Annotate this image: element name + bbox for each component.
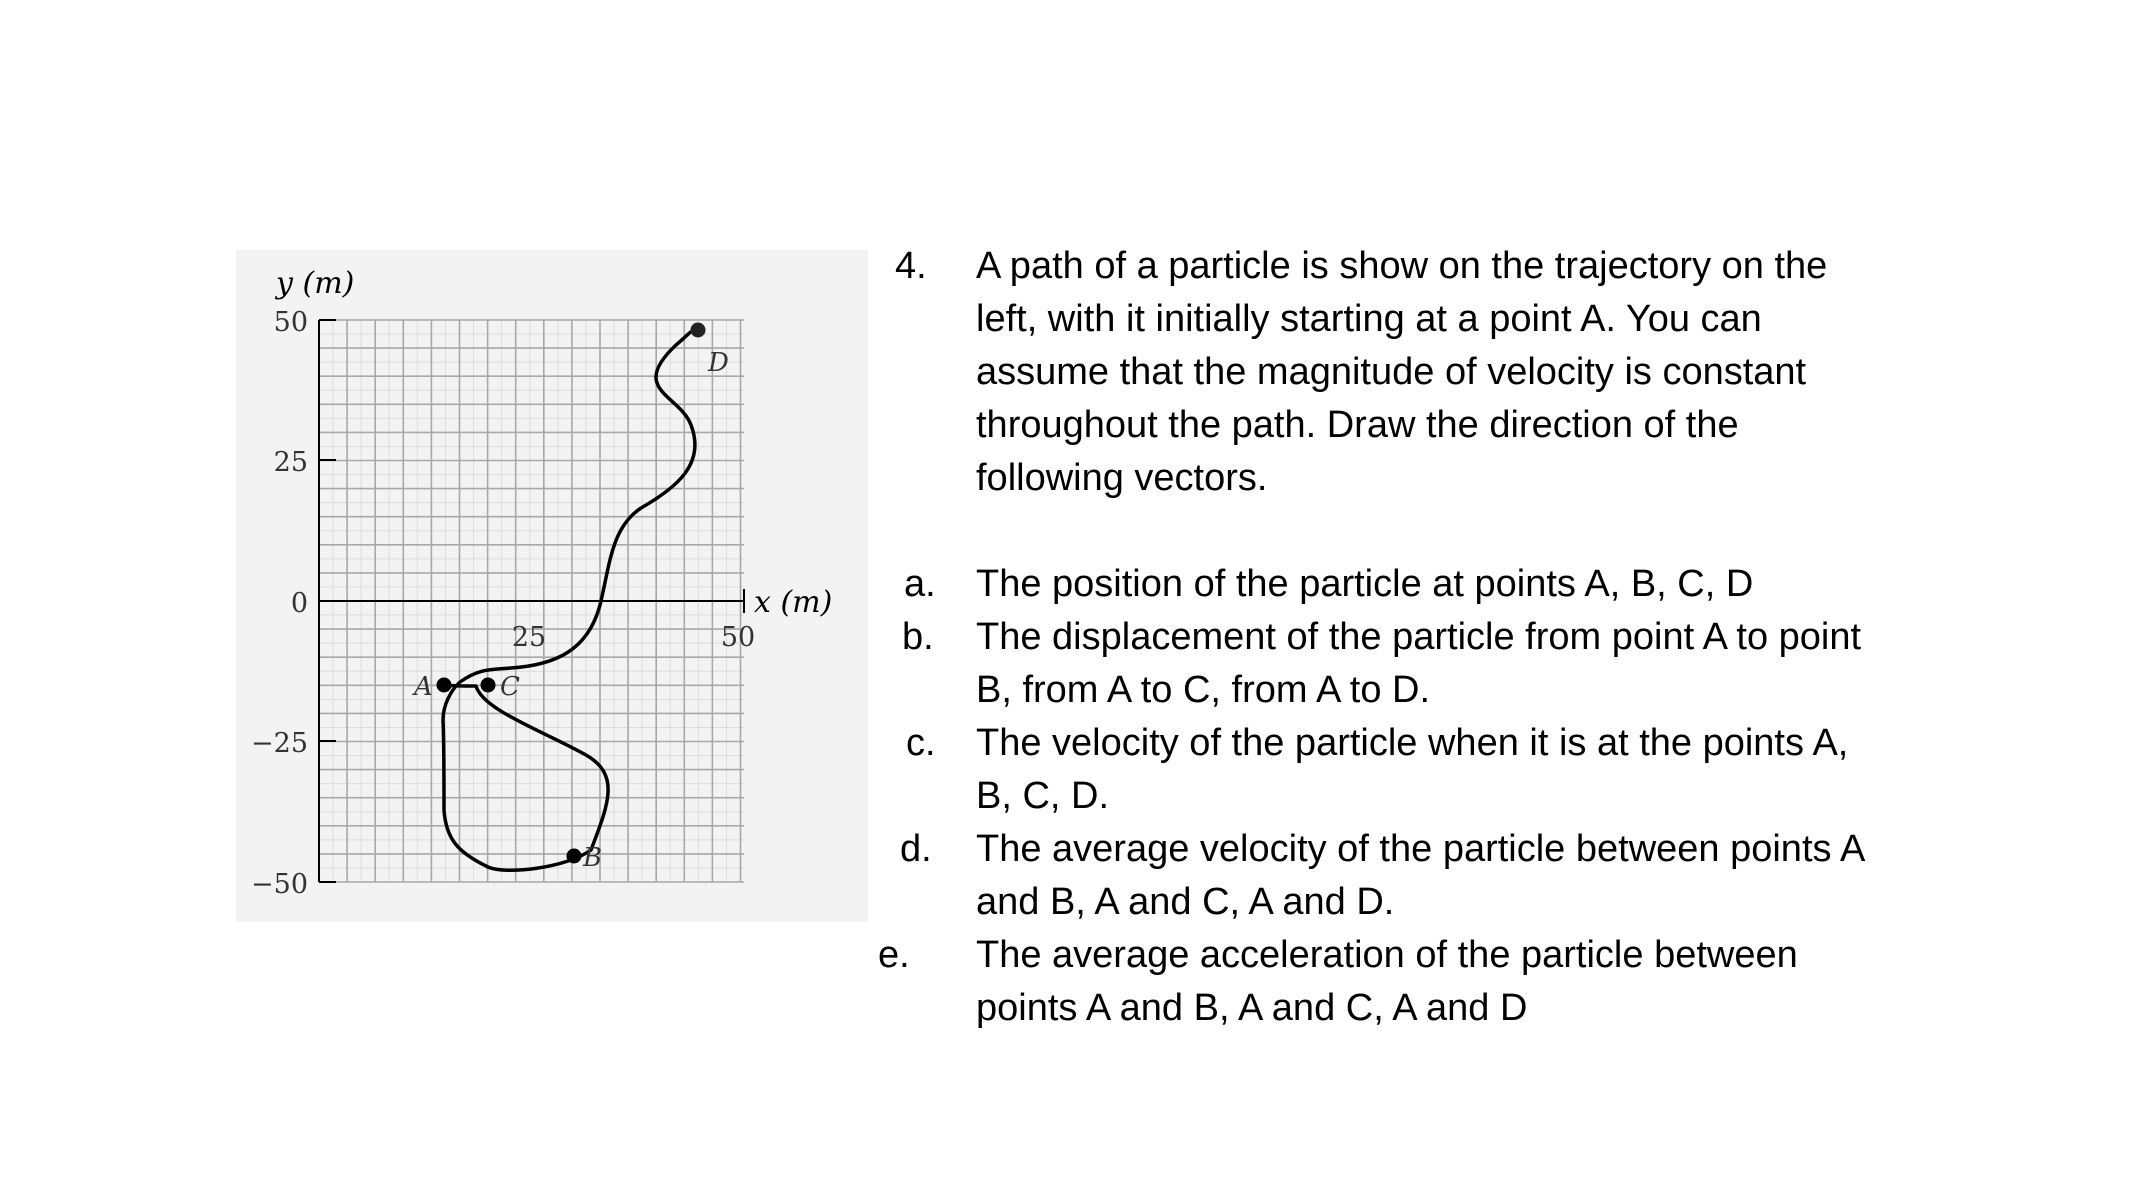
part-d-line: and B, A and C, A and D.	[976, 881, 1395, 923]
x-tick-label-50: 50	[720, 622, 756, 653]
part-a-line: The position of the particle at points A, B, C, D	[976, 563, 1754, 605]
y-tick-label-neg50: −50	[251, 869, 308, 900]
question-stem-line: following vectors.	[976, 457, 1268, 499]
question-stem-line: A path of a particle is show on the trajectory on the	[976, 245, 1828, 287]
trajectory-plot	[236, 250, 868, 922]
part-a-label: a.	[904, 563, 936, 605]
point-D-label: D	[708, 348, 729, 378]
point-C-label: C	[500, 672, 520, 702]
y-tick-label-neg25: −25	[251, 728, 308, 759]
question-number: 4.	[895, 245, 927, 287]
part-a-text	[976, 558, 1936, 611]
x-axis-label: x (m)	[754, 585, 833, 620]
y-tick-label-0: 0	[290, 588, 308, 619]
part-e-text	[976, 929, 1936, 1035]
question-stem	[976, 240, 1936, 505]
trajectory-figure	[236, 250, 868, 922]
part-e-label: e.	[878, 934, 910, 976]
question-stem-line: left, with it initially starting at a point A. You can	[976, 298, 1762, 340]
part-b-line: B, from A to C, from A to D.	[976, 669, 1431, 711]
point-D-marker	[691, 323, 706, 338]
part-c-label: c.	[906, 722, 936, 764]
part-b-line: The displacement of the particle from point A to point	[976, 616, 1862, 658]
point-A-label: A	[414, 672, 433, 702]
part-c-line: The velocity of the particle when it is at the points A,	[976, 722, 1849, 764]
question-block	[860, 240, 1960, 1040]
point-B-label: B	[583, 843, 603, 873]
y-tick-label-25: 25	[273, 447, 308, 478]
part-d-text	[976, 823, 1936, 929]
y-axis-label: y (m)	[276, 266, 355, 301]
part-d-line: The average velocity of the particle between points A	[976, 828, 1866, 870]
part-d-label: d.	[900, 828, 932, 870]
point-B-marker	[567, 849, 582, 864]
question-stem-line: assume that the magnitude of velocity is constant	[976, 351, 1807, 393]
part-c-line: B, C, D.	[976, 775, 1110, 817]
question-stem-line: throughout the path. Draw the direction of the	[976, 404, 1739, 446]
part-b-text	[976, 611, 1936, 717]
point-C-marker	[481, 678, 496, 693]
part-c-text	[976, 717, 1936, 823]
point-A-marker	[437, 678, 452, 693]
part-e-line: points A and B, A and C, A and D	[976, 987, 1528, 1029]
part-b-label: b.	[902, 616, 934, 658]
part-e-line: The average acceleration of the particle between	[976, 934, 1798, 976]
x-tick-label-25: 25	[511, 622, 547, 653]
y-tick-label-50: 50	[273, 307, 308, 338]
